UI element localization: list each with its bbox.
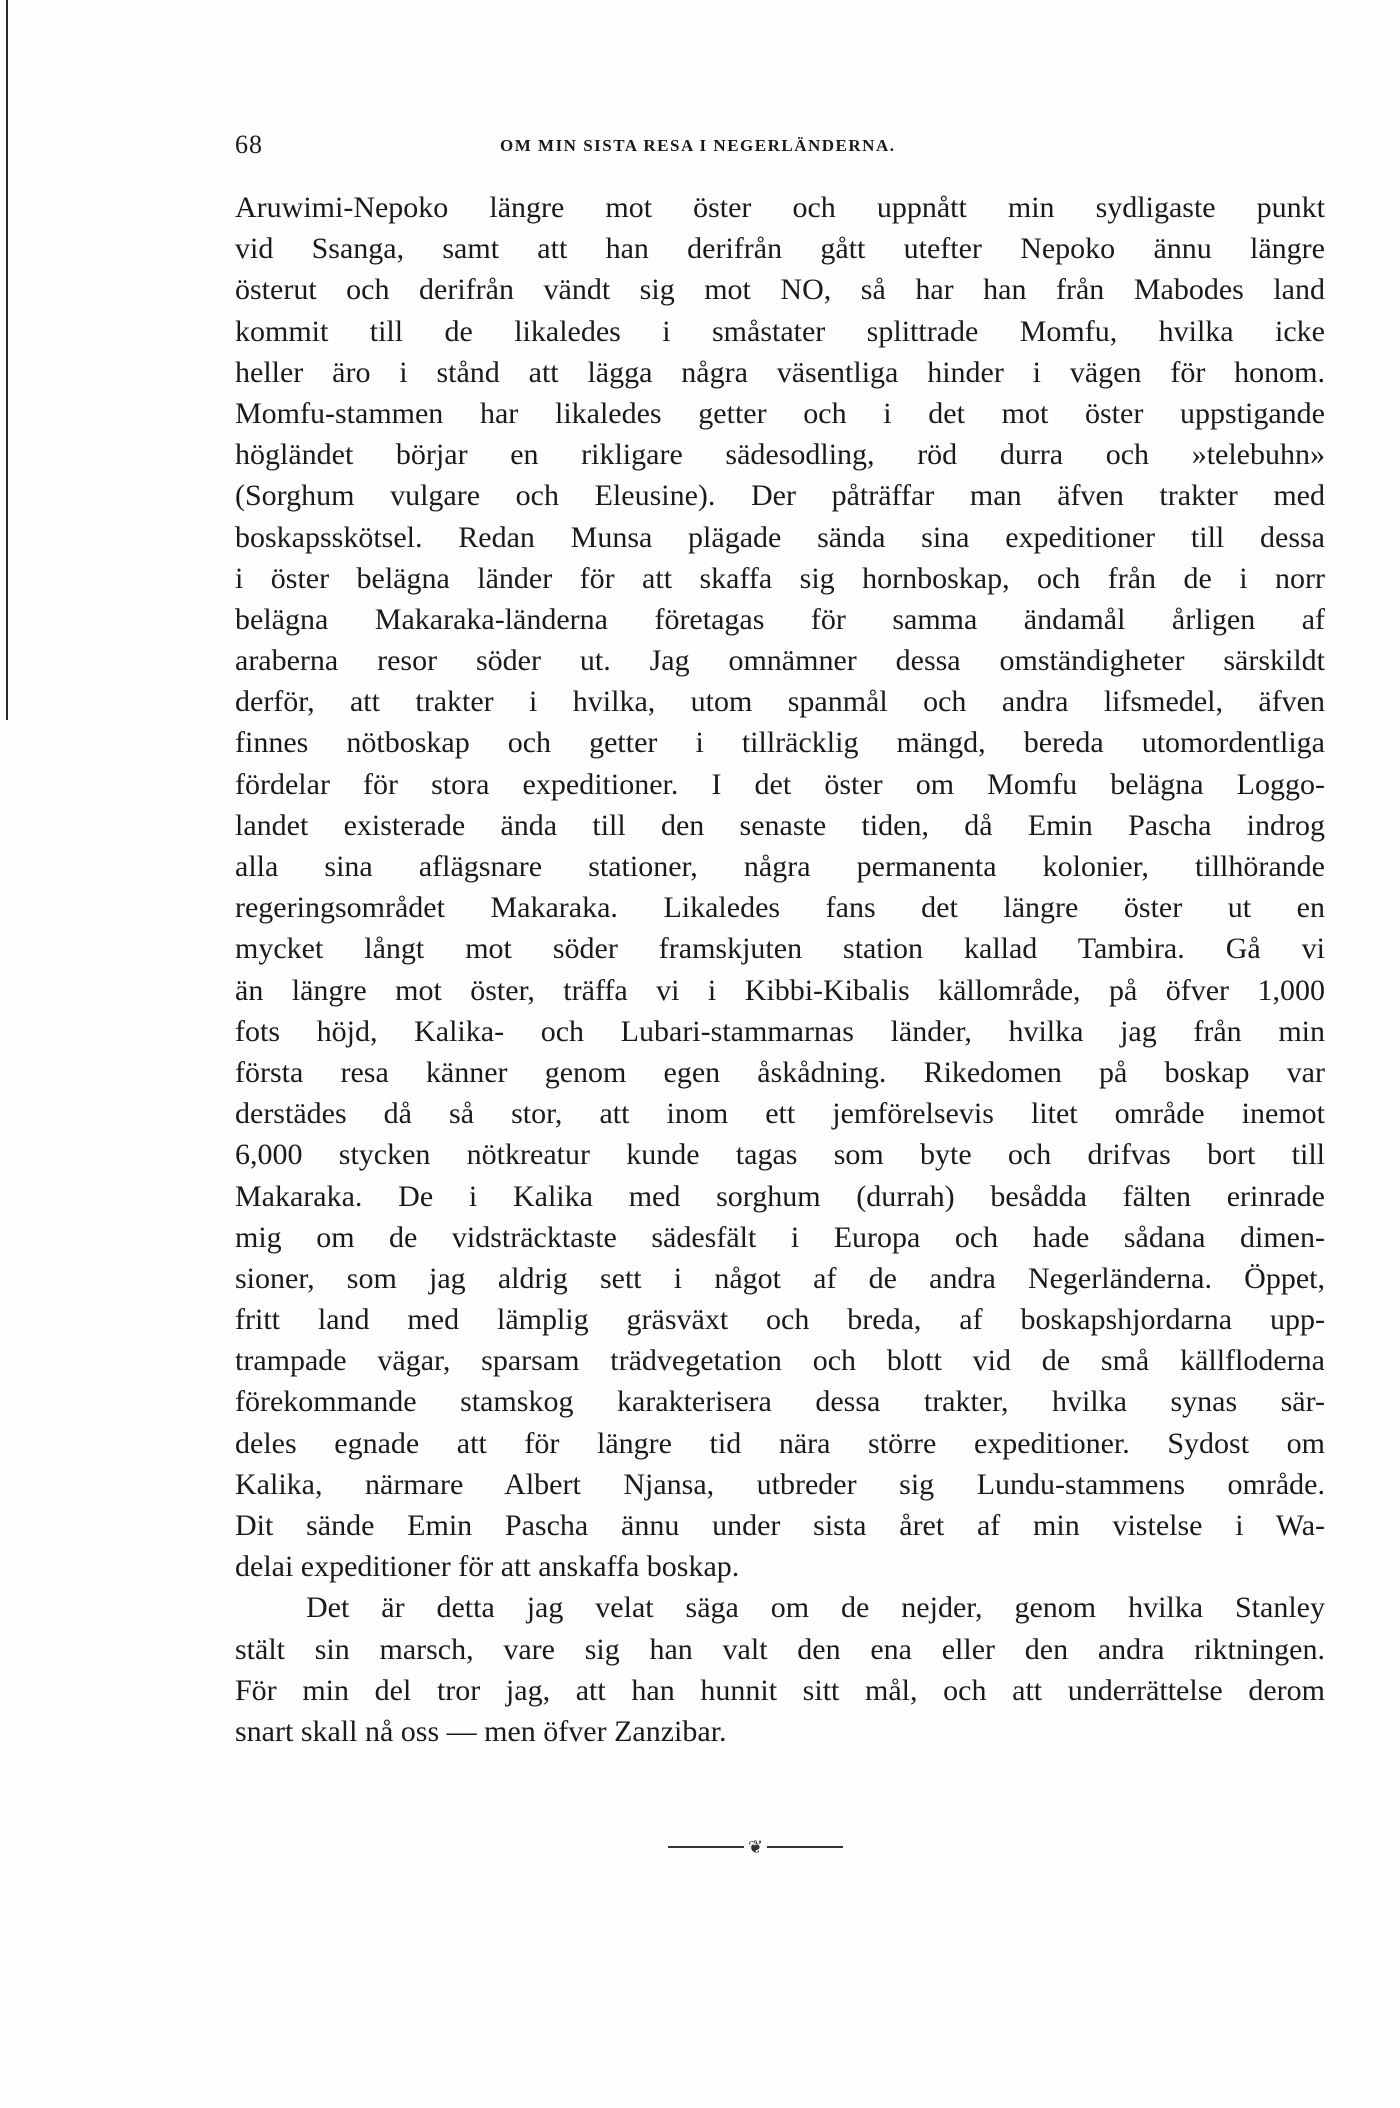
- fleuron-icon: ❦: [747, 1836, 764, 1858]
- text-line: araberna resor söder ut. Jag omnämner dessa omständigheter särskildt: [235, 644, 1325, 678]
- text-line: Kalika, närmare Albert Njansa, utbreder sig Lundu-stammens område.: [235, 1467, 1325, 1501]
- page-header: [235, 130, 1325, 170]
- text-line: heller äro i stånd att lägga några väsentliga hinder i vägen för honom.: [235, 355, 1325, 389]
- text-line: fördelar för stora expeditioner. I det öster om Momfu belägna Loggo-: [235, 767, 1325, 801]
- text-line: österut och derifrån vändt sig mot NO, så har han från Mabodes land: [235, 273, 1325, 307]
- text-line: fots höjd, Kalika- och Lubari-stammarnas länder, hvilka jag från min: [235, 1014, 1325, 1048]
- text-line: mig om de vidsträcktaste sädesfält i Europa och hade sådana dimen-: [235, 1220, 1325, 1254]
- section-end-ornament: [668, 1837, 843, 1857]
- ornament-rule-left: [668, 1846, 744, 1848]
- text-line: 6,000 stycken nötkreatur kunde tagas som byte och drifvas bort till: [235, 1138, 1325, 1172]
- text-line: fritt land med lämplig gräsväxt och breda, af boskapshjordarna upp-: [235, 1303, 1325, 1337]
- text-line: kommit till de likaledes i småstater splittrade Momfu, hvilka icke: [235, 314, 1325, 348]
- text-line: landet existerade ända till den senaste tiden, då Emin Pascha indrog: [235, 808, 1325, 842]
- text-line: Dit sände Emin Pascha ännu under sista året af min vistelse i Wa-: [235, 1509, 1325, 1542]
- text-line: regeringsområdet Makaraka. Likaledes fans det längre öster ut en: [235, 891, 1325, 925]
- text-line: finnes nötboskap och getter i tillräcklig mängd, bereda utomordentliga: [235, 726, 1325, 760]
- text-line: deles egnade att för längre tid nära större expeditioner. Sydost om: [235, 1426, 1325, 1460]
- text-line: trampade vägar, sparsam trädvegetation och blott vid de små källfloderna: [235, 1344, 1325, 1378]
- scan-edge-line: [6, 0, 8, 720]
- text-line: mycket långt mot söder framskjuten station kallad Tambira. Gå vi: [235, 932, 1325, 966]
- body-text: [235, 187, 1325, 1752]
- text-line: alla sina aflägsnare stationer, några permanenta kolonier, tillhörande: [235, 850, 1325, 883]
- text-line: Aruwimi-Nepoko längre mot öster och uppnått min sydligaste punkt: [235, 191, 1325, 224]
- text-line: derstädes då så stor, att inom ett jemförelsevis litet område inemot: [235, 1097, 1325, 1131]
- text-line: i öster belägna länder för att skaffa sig hornboskap, och från de i norr: [235, 561, 1325, 595]
- text-line: Momfu-stammen har likaledes getter och i det mot öster uppstigande: [235, 396, 1325, 430]
- text-line: boskapsskötsel. Redan Munsa plägade sända sina expeditioner till dessa: [235, 520, 1325, 554]
- page-number: 68: [235, 130, 263, 159]
- text-line: delai expeditioner för att anskaffa boskap.: [235, 1550, 740, 1584]
- text-line: förekommande stamskog karakterisera dessa trakter, hvilka synas sär-: [235, 1385, 1325, 1419]
- text-line: snart skall nå oss — men öfver Zanzibar.: [235, 1714, 727, 1748]
- text-line: än längre mot öster, träffa vi i Kibbi-Kibalis källområde, på öfver 1,000: [235, 973, 1325, 1007]
- text-line: högländet börjar en rikligare sädesodling, röd durra och »telebuhn»: [235, 438, 1325, 472]
- text-line: (Sorghum vulgare och Eleusine). Der påträffar man äfven trakter med: [235, 479, 1325, 513]
- text-line: belägna Makaraka-länderna företagas för samma ändamål årligen af: [235, 602, 1325, 636]
- running-head: OM MIN SISTA RESA I NEGERLÄNDERNA.: [500, 136, 896, 155]
- text-line: stält sin marsch, vare sig han valt den ena eller den andra riktningen.: [235, 1632, 1325, 1666]
- text-line: första resa känner genom egen åskådning. Rikedomen på boskap var: [235, 1055, 1325, 1089]
- text-line: För min del tror jag, att han hunnit sitt mål, och att underrättelse derom: [235, 1673, 1325, 1707]
- text-line: vid Ssanga, samt att han derifrån gått utefter Nepoko ännu längre: [235, 232, 1325, 266]
- text-line: Makaraka. De i Kalika med sorghum (durrah) besådda fälten erinrade: [235, 1179, 1325, 1213]
- text-line: derför, att trakter i hvilka, utom spanmål och andra lifsmedel, äfven: [235, 685, 1325, 719]
- text-line: sioner, som jag aldrig sett i något af de andra Negerländerna. Öppet,: [235, 1261, 1325, 1295]
- text-line: Det är detta jag velat säga om de nejder, genom hvilka Stanley: [306, 1591, 1325, 1625]
- ornament-rule-right: [767, 1846, 843, 1848]
